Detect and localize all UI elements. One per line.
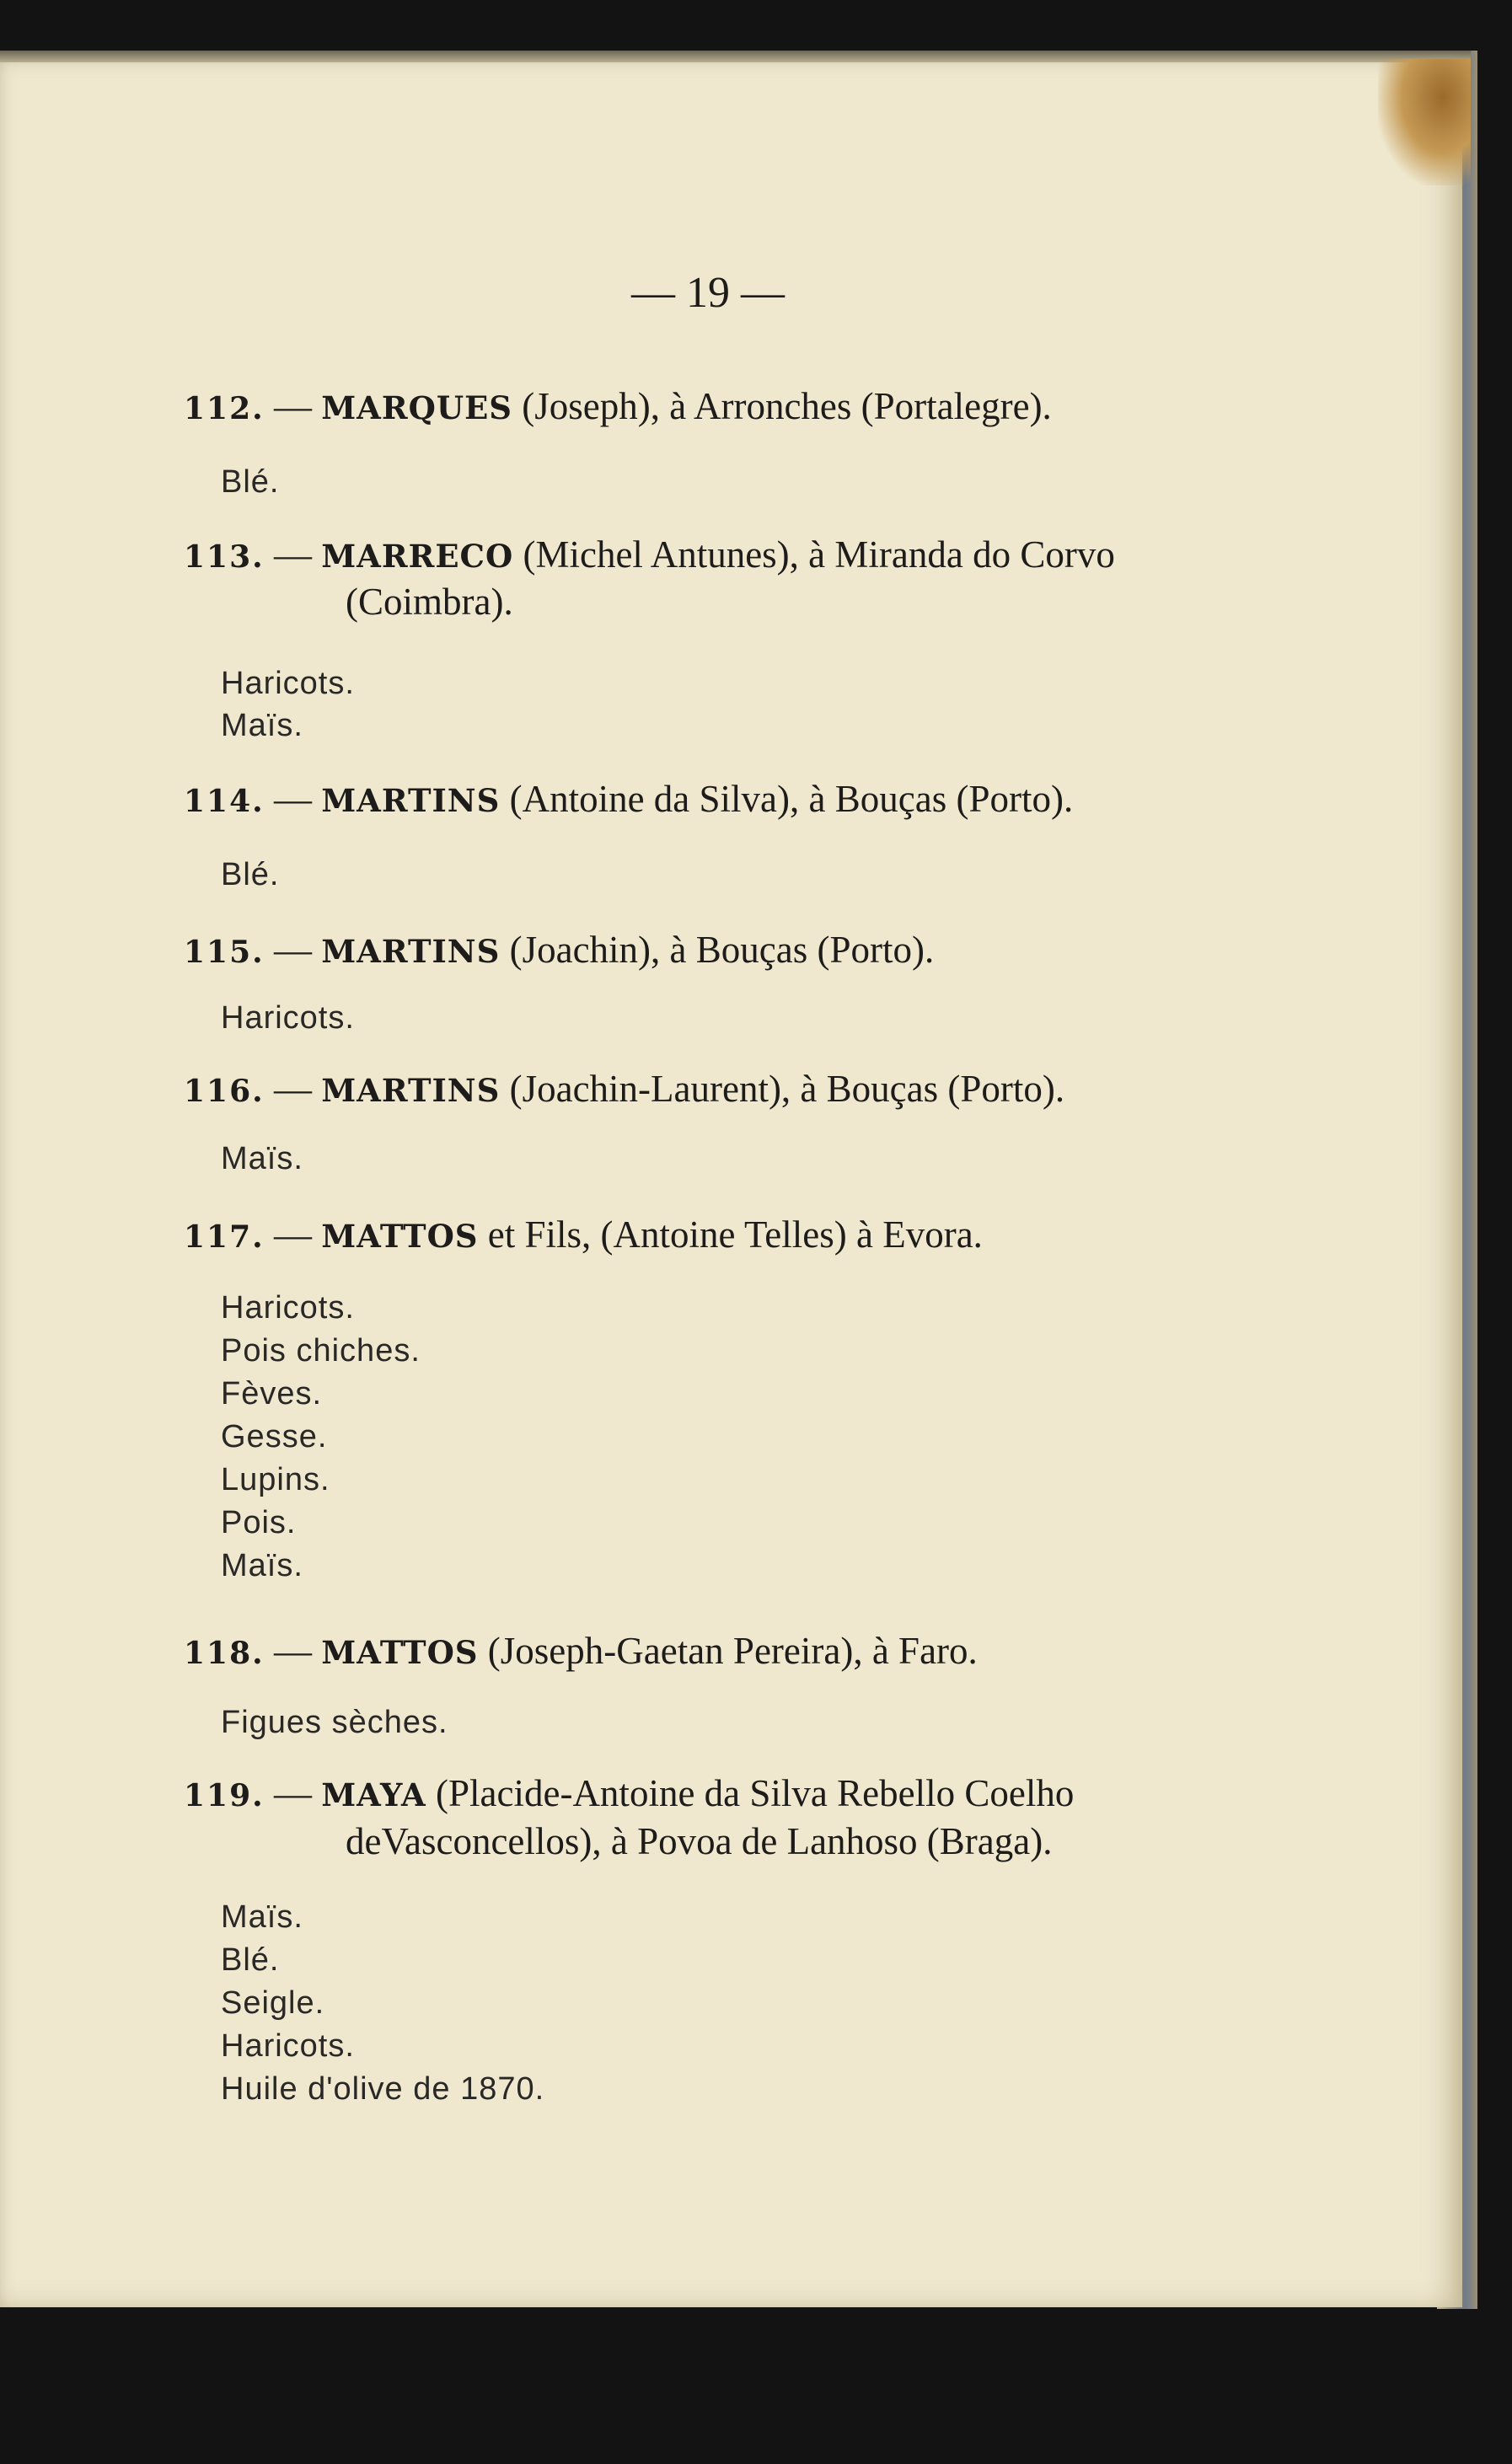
entry-114 [184,774,1073,827]
entry-dash: — [273,385,312,427]
product-item: Pois chiches. [221,1333,421,1369]
product-item: Fèves. [221,1376,323,1411]
product-item: Haricots. [221,1290,355,1326]
product-item: Maïs. [221,708,303,743]
entry-115 [184,924,934,978]
entry-details: (Joseph-Gaetan Pereira), à Faro. [487,1630,978,1672]
entry-details: (Antoine da Silva), à Bouças (Porto). [509,778,1074,820]
entry-number: 119. [184,1778,265,1813]
product-item: Maïs. [221,1548,303,1583]
entry-number: 115. [184,935,265,970]
entry-dash: — [273,929,312,971]
product-item: Pois. [221,1505,297,1540]
entry-continuation: (Coimbra). [346,581,513,623]
product-item: Haricots. [221,1000,355,1036]
product-item: Figues sèches. [221,1705,448,1740]
entry-dash: — [273,1630,312,1672]
product-item: Maïs. [221,1141,303,1176]
product-item: Haricots. [221,666,355,701]
entry-117 [184,1209,983,1262]
page-top-shadow [0,51,1471,62]
entry-details: (Joachin-Laurent), à Bouças (Porto). [509,1068,1065,1110]
entry-name: MATTOS [321,1634,479,1671]
entry-number: 118. [184,1636,265,1671]
entry-name: MARQUES [321,389,513,426]
entry-name: MARTINS [321,782,501,819]
entry-details: (Joachin), à Bouças (Porto). [509,929,935,971]
entry-name: MAYA [321,1776,426,1813]
product-item: Huile d'olive de 1870. [221,2071,545,2107]
entry-name: MARTINS [321,933,501,970]
entry-113 [184,529,1115,582]
entry-dash: — [273,778,312,820]
entry-dash: — [273,1772,312,1814]
product-item: Blé. [221,1942,280,1978]
entry-name: MARRECO [321,538,514,575]
entry-number: 116. [184,1074,265,1109]
product-item: Gesse. [221,1419,328,1454]
product-item: Blé. [221,857,280,892]
product-item: Haricots. [221,2028,355,2064]
product-item: Lupins. [221,1462,330,1497]
entry-details: et Fils, (Antoine Telles) à Evora. [487,1213,983,1256]
entry-dash: — [273,533,312,576]
page-number: — 19 — [631,269,785,317]
entry-119 [184,1768,1074,1821]
entry-dash: — [273,1213,312,1256]
entry-details: (Joseph), à Arronches (Portalegre). [522,385,1052,427]
product-item: Seigle. [221,1985,325,2021]
product-item: Blé. [221,464,280,500]
entry-number: 113. [184,539,265,575]
entry-name: MATTOS [321,1218,479,1255]
entry-number: 112. [184,391,265,426]
product-item: Maïs. [221,1899,303,1935]
entry-dash: — [273,1068,312,1110]
corner-stain [1378,59,1471,185]
entry-details: (Michel Antunes), à Miranda do Corvo [523,533,1115,576]
entry-116 [184,1063,1064,1117]
entry-number: 114. [184,784,265,819]
entry-details: (Placide-Antoine da Silva Rebello Coelho [436,1772,1075,1814]
entry-name: MARTINS [321,1072,501,1109]
entry-continuation: deVasconcellos), à Povoa de Lanhoso (Braga). [346,1820,1053,1862]
entry-118 [184,1626,978,1679]
entry-112 [184,381,1052,434]
entry-number: 117. [184,1219,265,1255]
